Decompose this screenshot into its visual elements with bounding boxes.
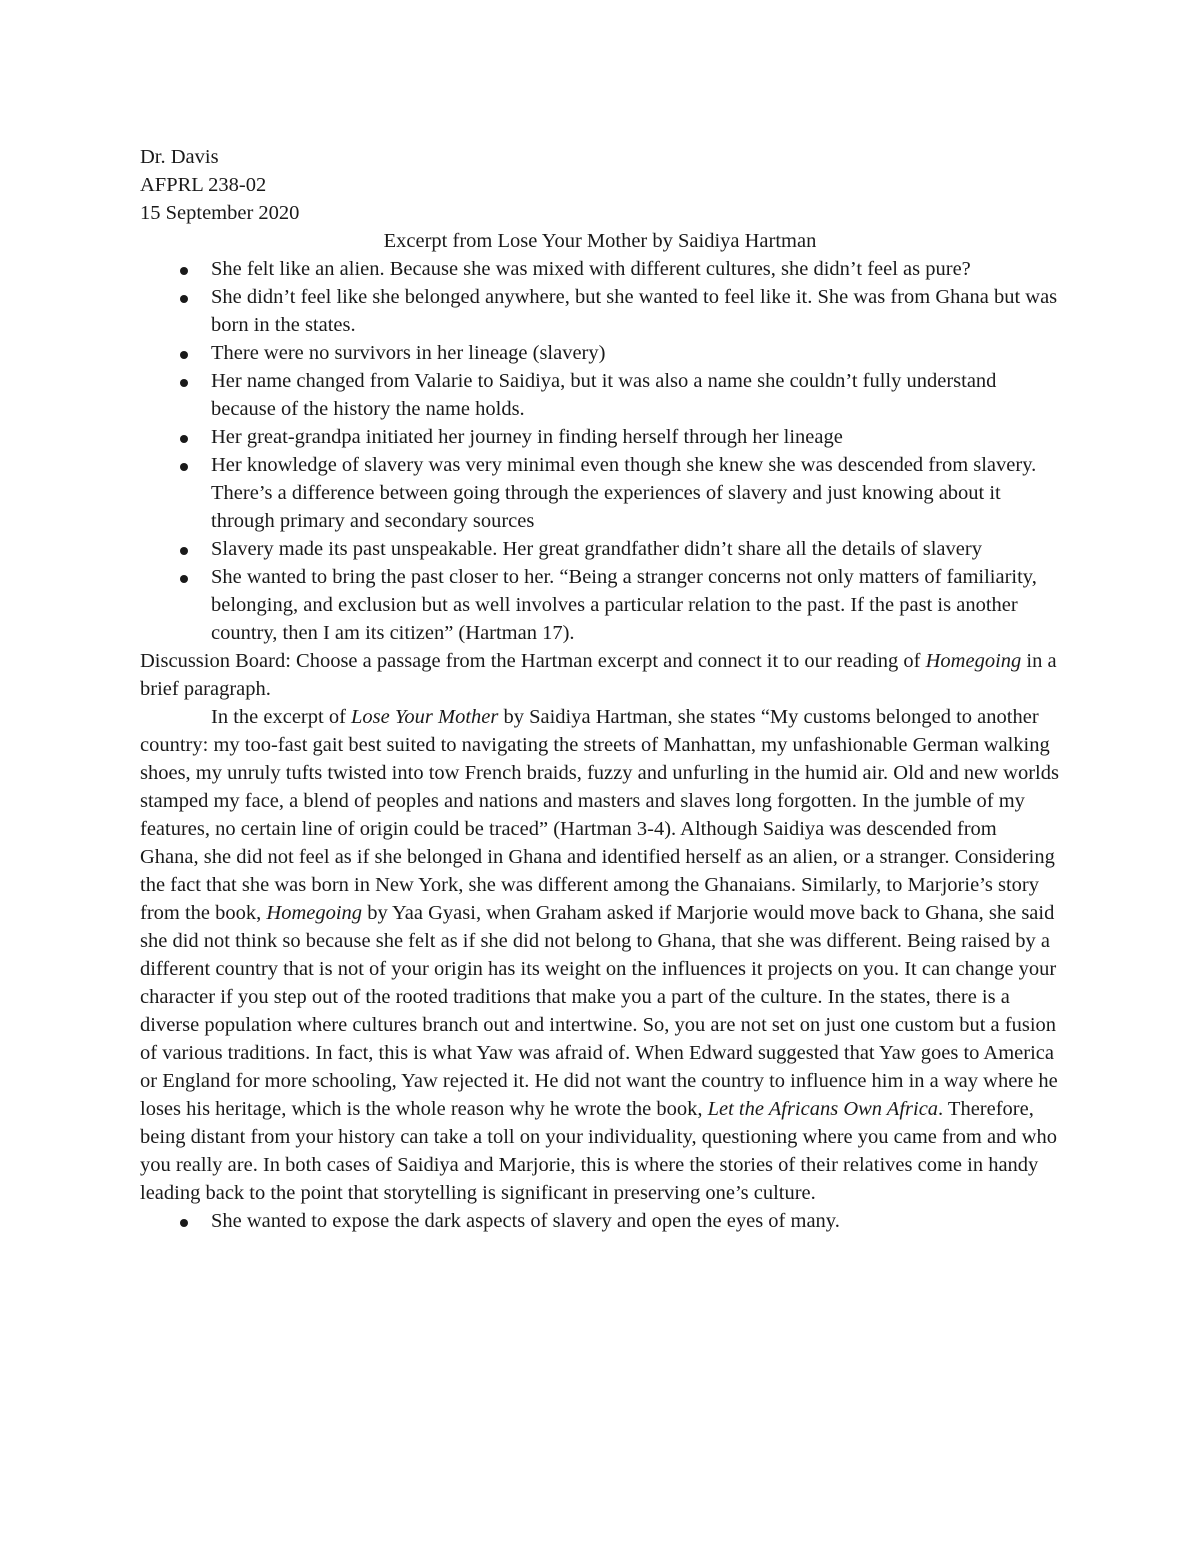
bullet-icon <box>180 379 188 387</box>
list-item <box>140 1207 1060 1235</box>
list-item <box>140 255 1060 283</box>
document-page <box>140 143 1060 1235</box>
list-item <box>140 367 1060 423</box>
list-item <box>140 283 1060 339</box>
prompt-text: Discussion Board: Choose a passage from the Hartman excerpt and connect it to our reading of <box>140 650 926 672</box>
note-text: She felt like an alien. Because she was mixed with different cultures, she didn’t feel as pure? <box>211 258 971 280</box>
list-item <box>140 423 1060 451</box>
essay-book-title-1: Lose Your Mother <box>351 706 499 728</box>
list-item <box>140 451 1060 535</box>
essay-text-2: by Saidiya Hartman, she states “My customs belonged to another country: my too-fast gait best suited to navigating the streets of Manhattan, my unfashionable German walking shoes, my unruly tufts twisted into tow French braids, fuzzy and unfurling in the humid air. Old and new worlds stamped my face, a blend of peoples and nations and masters and slaves long forgotten. In the jumble of my features, no certain line of origin could be traced” (Hartman 3-4). Although Saidiya was descended from Ghana, she did not feel as if she belonged in Ghana and identified herself as an alien, or a stranger. Considering the fact that she was born in New York, she was different among the Ghanaians. Similarly, to Marjorie’s story from the book, <box>140 706 1059 924</box>
essay-text-4: . Therefore, being distant from your history can take a toll on your individuality, questioning where you came from and who you really are. In both cases of Saidiya and Marjorie, this is where the stories of their relatives come in handy leading back to the point that storytelling is significant in preserving one’s culture. <box>140 1098 1057 1204</box>
bullet-icon <box>180 351 188 359</box>
note-text: She wanted to expose the dark aspects of slavery and open the eyes of many. <box>211 1210 840 1232</box>
note-text: Her great-grandpa initiated her journey in finding herself through her lineage <box>211 426 843 448</box>
document-date: 15 September 2020 <box>140 202 300 224</box>
essay-paragraph <box>140 703 1060 1207</box>
bullet-icon <box>180 463 188 471</box>
prompt-text-end: in a brief paragraph. <box>140 650 1057 700</box>
final-notes-list <box>140 1207 1060 1235</box>
document-title: Excerpt from Lose Your Mother by Saidiya Hartman <box>383 230 817 252</box>
note-text: There were no survivors in her lineage (slavery) <box>211 342 606 364</box>
list-item <box>140 535 1060 563</box>
instructor-name: Dr. Davis <box>140 146 219 168</box>
essay-book-title-2: Homegoing <box>266 902 363 924</box>
essay-text-3: by Yaa Gyasi, when Graham asked if Marjorie would move back to Ghana, she said she did not think so because she felt as if she did not belong to Ghana, that she was different. Being raised by a different country that is not of your origin has its weight on the influences it projects on you. It can change your character if you step out of the rooted traditions that make you a part of the culture. In the states, there is a diverse population where cultures branch out and intertwine. So, you are not set on just one custom but a fusion of various traditions. In fact, this is what Yaw was afraid of. When Edward suggested that Yaw goes to America or England for more schooling, Yaw rejected it. He did not want the country to influence him in a way where he loses his heritage, which is the whole reason why he wrote the book, <box>140 902 1058 1120</box>
bullet-icon <box>180 267 188 275</box>
note-text: She didn’t feel like she belonged anywhere, but she wanted to feel like it. She was from Ghana but was born in the states. <box>211 286 1058 336</box>
list-item <box>140 339 1060 367</box>
note-text: She wanted to bring the past closer to her. “Being a stranger concerns not only matters of familiarity, belonging, and exclusion but as well involves a particular relation to the past. If the past is another country, then I am its citizen” (Hartman 17). <box>211 566 1037 644</box>
bullet-icon <box>180 1219 188 1227</box>
note-text: Her name changed from Valarie to Saidiya, but it was also a name she couldn’t fully understand because of the history the name holds. <box>211 370 997 420</box>
list-item <box>140 563 1060 647</box>
bullet-icon <box>180 435 188 443</box>
bullet-icon <box>180 575 188 583</box>
course-code: AFPRL 238-02 <box>140 174 267 196</box>
bullet-icon <box>180 547 188 555</box>
discussion-prompt <box>140 647 1060 703</box>
essay-book-title-3: Let the Africans Own Africa <box>707 1098 939 1120</box>
note-text: Slavery made its past unspeakable. Her great grandfather didn’t share all the details of slavery <box>211 538 982 560</box>
prompt-book-title: Homegoing <box>925 650 1022 672</box>
notes-list <box>140 255 1060 647</box>
essay-text-1: In the excerpt of <box>211 706 352 728</box>
bullet-icon <box>180 295 188 303</box>
note-text: Her knowledge of slavery was very minimal even though she knew she was descended from slavery. There’s a difference between going through the experiences of slavery and just knowing about it through primary and secondary sources <box>211 454 1037 532</box>
